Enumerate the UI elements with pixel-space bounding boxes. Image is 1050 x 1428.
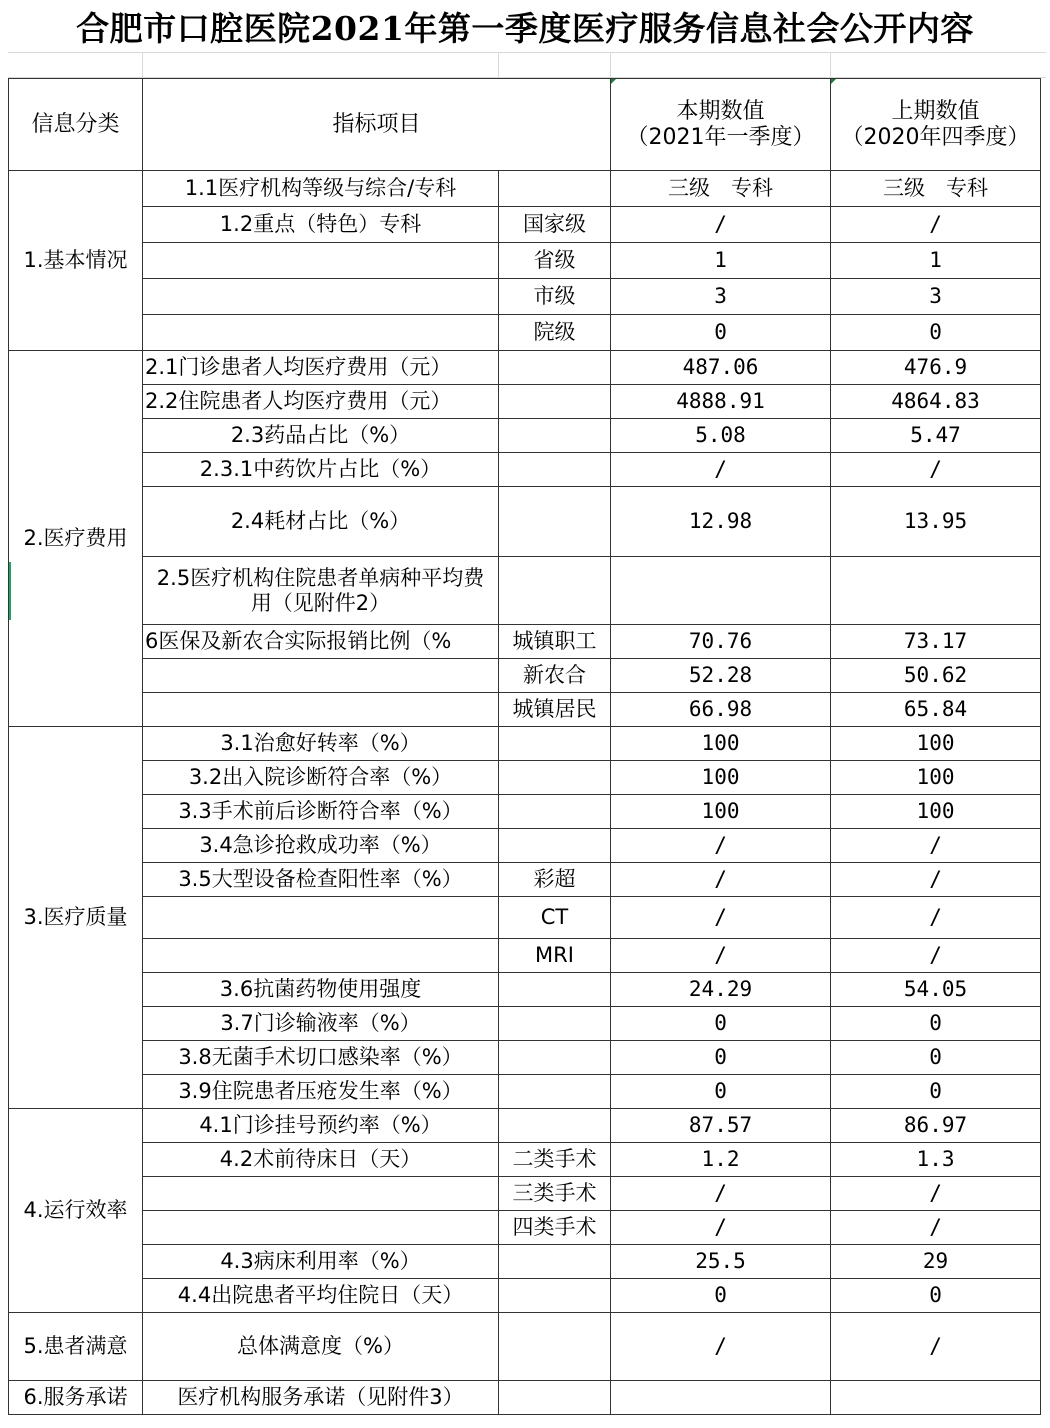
- sub-indicator-cell[interactable]: 三类手术: [499, 1177, 611, 1211]
- table-row: [9, 897, 1041, 939]
- table-row: [9, 1007, 1041, 1041]
- table-row: [9, 279, 1041, 315]
- table-row: [9, 419, 1041, 453]
- table-row: [9, 385, 1041, 419]
- current-value-cell[interactable]: 0: [611, 1041, 831, 1075]
- previous-value-cell[interactable]: [831, 1381, 1041, 1415]
- indicator-cell[interactable]: [143, 279, 499, 315]
- current-value-cell[interactable]: /: [611, 863, 831, 897]
- sub-indicator-cell[interactable]: [499, 557, 611, 625]
- current-value-cell[interactable]: 4888.91: [611, 385, 831, 419]
- sub-indicator-cell[interactable]: [499, 1245, 611, 1279]
- indicator-cell[interactable]: [143, 693, 499, 727]
- indicator-cell[interactable]: 2.1门诊患者人均医疗费用（元）: [143, 351, 499, 385]
- current-value-cell[interactable]: 25.5: [611, 1245, 831, 1279]
- previous-value-cell[interactable]: 0: [831, 315, 1041, 351]
- sub-indicator-cell[interactable]: [499, 171, 611, 207]
- indicator-cell[interactable]: 4.2术前待床日（天）: [143, 1143, 499, 1177]
- sub-indicator-cell[interactable]: [499, 1313, 611, 1381]
- sub-indicator-cell[interactable]: 新农合: [499, 659, 611, 693]
- previous-value-cell[interactable]: /: [831, 207, 1041, 243]
- current-value-cell[interactable]: 0: [611, 1007, 831, 1041]
- sheet-edge: [1040, 890, 1047, 1410]
- indicator-cell[interactable]: 4.4出院患者平均住院日（天）: [143, 1279, 499, 1313]
- sub-indicator-cell[interactable]: 国家级: [499, 207, 611, 243]
- table-row: [9, 829, 1041, 863]
- previous-value-cell[interactable]: 三级 专科: [831, 171, 1041, 207]
- current-value-cell[interactable]: 100: [611, 727, 831, 761]
- sub-indicator-cell[interactable]: CT: [499, 897, 611, 939]
- previous-value-cell[interactable]: /: [831, 939, 1041, 973]
- current-value-cell[interactable]: /: [611, 1177, 831, 1211]
- current-value-cell[interactable]: /: [611, 829, 831, 863]
- indicator-cell[interactable]: 2.4耗材占比（%）: [143, 487, 499, 557]
- current-value-cell[interactable]: 100: [611, 795, 831, 829]
- table-row: [9, 1211, 1041, 1245]
- previous-value-cell[interactable]: 1: [831, 243, 1041, 279]
- indicator-cell[interactable]: [143, 1177, 499, 1211]
- table-row: [9, 1041, 1041, 1075]
- current-value-cell[interactable]: [611, 1381, 831, 1415]
- current-value-cell[interactable]: 3: [611, 279, 831, 315]
- previous-value-cell[interactable]: 5.47: [831, 419, 1041, 453]
- current-value-cell[interactable]: 1: [611, 243, 831, 279]
- sub-indicator-cell[interactable]: 省级: [499, 243, 611, 279]
- table-row: [9, 351, 1041, 385]
- sub-indicator-cell[interactable]: [499, 1381, 611, 1415]
- table-row: [9, 315, 1041, 351]
- table-row: [9, 973, 1041, 1007]
- disclosure-table: [8, 78, 1041, 1415]
- table-row: [9, 761, 1041, 795]
- sub-indicator-cell[interactable]: 彩超: [499, 863, 611, 897]
- table-row: [9, 659, 1041, 693]
- indicator-cell[interactable]: 3.2出入院诊断符合率（%）: [143, 761, 499, 795]
- sub-indicator-cell[interactable]: 市级: [499, 279, 611, 315]
- sub-indicator-cell[interactable]: [499, 1007, 611, 1041]
- table-row: [9, 795, 1041, 829]
- sub-indicator-cell[interactable]: 院级: [499, 315, 611, 351]
- previous-value-cell[interactable]: 3: [831, 279, 1041, 315]
- current-value-cell[interactable]: 1.2: [611, 1143, 831, 1177]
- sub-indicator-cell[interactable]: [499, 453, 611, 487]
- category-cell[interactable]: 3.医疗质量: [9, 727, 143, 1109]
- previous-value-cell[interactable]: /: [831, 1211, 1041, 1245]
- sub-indicator-cell[interactable]: [499, 487, 611, 557]
- current-value-cell[interactable]: /: [611, 939, 831, 973]
- previous-value-cell[interactable]: [831, 557, 1041, 625]
- current-value-cell[interactable]: 70.76: [611, 625, 831, 659]
- current-value-cell[interactable]: 12.98: [611, 487, 831, 557]
- indicator-cell[interactable]: 3.6抗菌药物使用强度: [143, 973, 499, 1007]
- previous-value-cell[interactable]: 4864.83: [831, 385, 1041, 419]
- sub-indicator-cell[interactable]: [499, 419, 611, 453]
- table-row: [9, 1075, 1041, 1109]
- current-value-cell[interactable]: /: [611, 207, 831, 243]
- previous-value-cell[interactable]: 0: [831, 1279, 1041, 1313]
- table-row: [9, 863, 1041, 897]
- indicator-cell[interactable]: 3.3手术前后诊断符合率（%）: [143, 795, 499, 829]
- header-category[interactable]: 信息分类: [9, 79, 143, 171]
- indicator-cell[interactable]: 总体满意度（%）: [143, 1313, 499, 1381]
- sub-indicator-cell[interactable]: [499, 761, 611, 795]
- current-value-cell[interactable]: 66.98: [611, 693, 831, 727]
- category-cell[interactable]: 5.患者满意: [9, 1313, 143, 1381]
- sub-indicator-cell[interactable]: [499, 829, 611, 863]
- indicator-cell[interactable]: 3.9住院患者压疮发生率（%）: [143, 1075, 499, 1109]
- table-row: [9, 487, 1041, 557]
- previous-value-cell[interactable]: /: [831, 1313, 1041, 1381]
- table-row: [9, 1313, 1041, 1381]
- current-value-cell[interactable]: 100: [611, 761, 831, 795]
- current-value-cell[interactable]: 5.08: [611, 419, 831, 453]
- indicator-cell[interactable]: 4.1门诊挂号预约率（%）: [143, 1109, 499, 1143]
- table-row: [9, 1177, 1041, 1211]
- sub-indicator-cell[interactable]: [499, 351, 611, 385]
- current-value-cell[interactable]: 0: [611, 1075, 831, 1109]
- current-value-cell[interactable]: 0: [611, 315, 831, 351]
- previous-value-cell[interactable]: 86.97: [831, 1109, 1041, 1143]
- table-row: [9, 557, 1041, 625]
- previous-value-cell[interactable]: 476.9: [831, 351, 1041, 385]
- page-title: 合肥市口腔医院2021年第一季度医疗服务信息社会公开内容: [76, 8, 974, 48]
- indicator-cell[interactable]: 1.1医疗机构等级与综合/专科: [143, 171, 499, 207]
- table-row: [9, 1143, 1041, 1177]
- current-value-cell[interactable]: /: [611, 1211, 831, 1245]
- indicator-cell[interactable]: [143, 897, 499, 939]
- current-value-cell[interactable]: /: [611, 897, 831, 939]
- indicator-cell[interactable]: 2.5医疗机构住院患者单病种平均费用（见附件2）: [143, 557, 499, 625]
- indicator-cell[interactable]: [143, 1211, 499, 1245]
- indicator-cell[interactable]: [143, 243, 499, 279]
- sub-indicator-cell[interactable]: [499, 1041, 611, 1075]
- previous-value-cell[interactable]: 54.05: [831, 973, 1041, 1007]
- sub-indicator-cell[interactable]: [499, 1075, 611, 1109]
- previous-value-cell[interactable]: 100: [831, 761, 1041, 795]
- sub-indicator-cell[interactable]: 城镇职工: [499, 625, 611, 659]
- indicator-cell[interactable]: 4.3病床利用率（%）: [143, 1245, 499, 1279]
- previous-value-cell[interactable]: 1.3: [831, 1143, 1041, 1177]
- indicator-cell[interactable]: 2.3药品占比（%）: [143, 419, 499, 453]
- current-value-cell[interactable]: 487.06: [611, 351, 831, 385]
- sub-indicator-cell[interactable]: [499, 727, 611, 761]
- current-value-cell[interactable]: /: [611, 1313, 831, 1381]
- category-cell[interactable]: 4.运行效率: [9, 1109, 143, 1313]
- table-row: [9, 1245, 1041, 1279]
- table-header-row: [9, 79, 1041, 171]
- current-value-cell[interactable]: 三级 专科: [611, 171, 831, 207]
- header-current[interactable]: [611, 79, 831, 171]
- sub-indicator-cell[interactable]: MRI: [499, 939, 611, 973]
- indicator-cell[interactable]: 2.3.1中药饮片占比（%）: [143, 453, 499, 487]
- table-row: [9, 693, 1041, 727]
- sub-indicator-cell[interactable]: [499, 1279, 611, 1313]
- table-row: [9, 727, 1041, 761]
- indicator-cell[interactable]: 医疗机构服务承诺（见附件3）: [143, 1381, 499, 1415]
- sub-indicator-cell[interactable]: 四类手术: [499, 1211, 611, 1245]
- current-value-cell[interactable]: 87.57: [611, 1109, 831, 1143]
- sub-indicator-cell[interactable]: 城镇居民: [499, 693, 611, 727]
- sub-indicator-cell[interactable]: [499, 385, 611, 419]
- previous-value-cell[interactable]: 0: [831, 1007, 1041, 1041]
- header-previous-label: 上期数值: [891, 99, 980, 125]
- sub-indicator-cell[interactable]: [499, 1109, 611, 1143]
- table-row: [9, 625, 1041, 659]
- previous-value-cell[interactable]: 100: [831, 795, 1041, 829]
- table-row: [9, 171, 1041, 207]
- current-value-cell[interactable]: 24.29: [611, 973, 831, 1007]
- header-indicator[interactable]: 指标项目: [143, 79, 611, 171]
- current-value-cell[interactable]: [611, 557, 831, 625]
- current-value-cell[interactable]: 52.28: [611, 659, 831, 693]
- indicator-cell[interactable]: 1.2重点（特色）专科: [143, 207, 499, 243]
- previous-value-cell[interactable]: /: [831, 897, 1041, 939]
- previous-value-cell[interactable]: 13.95: [831, 487, 1041, 557]
- category-cell[interactable]: 6.服务承诺: [9, 1381, 143, 1415]
- indicator-cell[interactable]: 6医保及新农合实际报销比例（%: [143, 625, 499, 659]
- category-cell[interactable]: 1.基本情况: [9, 171, 143, 351]
- previous-value-cell[interactable]: /: [831, 453, 1041, 487]
- empty-spreadsheet-row[interactable]: [8, 52, 1046, 78]
- previous-value-cell[interactable]: 73.17: [831, 625, 1041, 659]
- table-row: [9, 453, 1041, 487]
- previous-value-cell[interactable]: 29: [831, 1245, 1041, 1279]
- indicator-cell[interactable]: 2.2住院患者人均医疗费用（元）: [143, 385, 499, 419]
- table-row: [9, 1279, 1041, 1313]
- current-value-cell[interactable]: 0: [611, 1279, 831, 1313]
- indicator-cell[interactable]: [143, 939, 499, 973]
- table-row: [9, 1381, 1041, 1415]
- table-row: [9, 939, 1041, 973]
- category-cell[interactable]: 2.医疗费用: [9, 351, 143, 727]
- previous-value-cell[interactable]: /: [831, 1177, 1041, 1211]
- sub-indicator-cell[interactable]: 二类手术: [499, 1143, 611, 1177]
- indicator-cell[interactable]: 3.5大型设备检查阳性率（%）: [143, 863, 499, 897]
- previous-value-cell[interactable]: /: [831, 863, 1041, 897]
- header-current-period: （2021年一季度）: [626, 124, 815, 150]
- previous-value-cell[interactable]: 50.62: [831, 659, 1041, 693]
- previous-value-cell[interactable]: 0: [831, 1041, 1041, 1075]
- indicator-cell[interactable]: [143, 315, 499, 351]
- table-row: [9, 207, 1041, 243]
- previous-value-cell[interactable]: 0: [831, 1075, 1041, 1109]
- header-previous[interactable]: [831, 79, 1041, 171]
- previous-value-cell[interactable]: 100: [831, 727, 1041, 761]
- sub-indicator-cell[interactable]: [499, 795, 611, 829]
- table-row: [9, 243, 1041, 279]
- sub-indicator-cell[interactable]: [499, 973, 611, 1007]
- indicator-cell[interactable]: [143, 659, 499, 693]
- indicator-cell[interactable]: 3.1治愈好转率（%）: [143, 727, 499, 761]
- previous-value-cell[interactable]: /: [831, 829, 1041, 863]
- indicator-cell[interactable]: 3.8无菌手术切口感染率（%）: [143, 1041, 499, 1075]
- header-previous-period: （2020年四季度）: [841, 124, 1030, 150]
- current-value-cell[interactable]: /: [611, 453, 831, 487]
- previous-value-cell[interactable]: 65.84: [831, 693, 1041, 727]
- indicator-cell[interactable]: 3.7门诊输液率（%）: [143, 1007, 499, 1041]
- table-row: [9, 1109, 1041, 1143]
- indicator-cell[interactable]: 3.4急诊抢救成功率（%）: [143, 829, 499, 863]
- header-current-label: 本期数值: [676, 99, 765, 125]
